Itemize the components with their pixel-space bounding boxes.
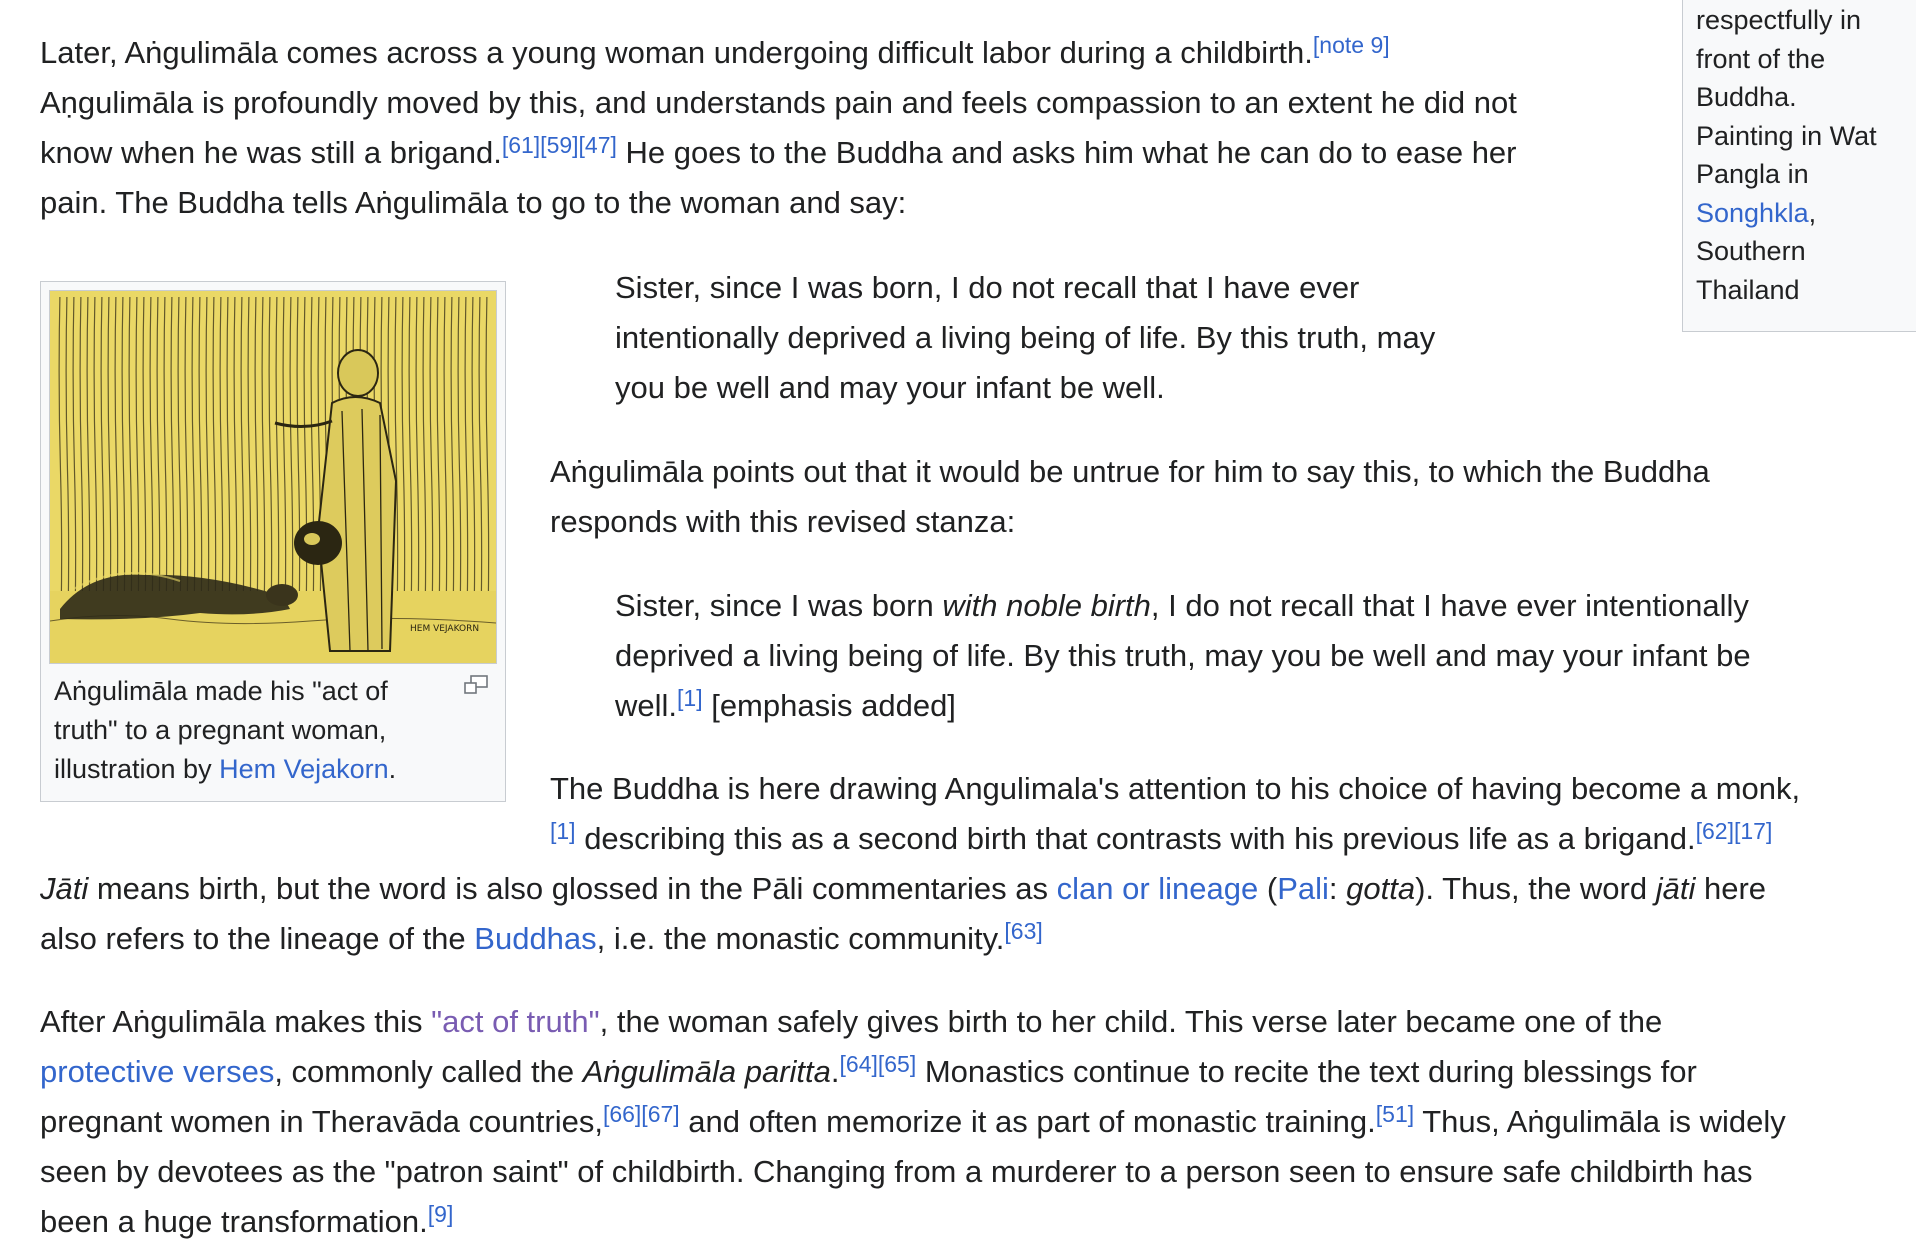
quote-line: intentionally deprived a living being of life. By this truth, may — [615, 320, 1436, 355]
text-line: responds with this revised stanza: — [550, 504, 1016, 539]
paragraph-3-continued — [40, 864, 1900, 964]
caption-line: respectfully in — [1696, 5, 1862, 35]
text-line: seen by devotees as the "patron saint" of childbirth. Changing from a murderer to a person seen to ensure safe childbirth has — [40, 1154, 1753, 1189]
caption-line: truth" to a pregnant woman, — [54, 715, 387, 745]
illustration-image[interactable] — [49, 290, 497, 664]
caption-line: Thailand — [1696, 274, 1800, 305]
text-line: also refers to the lineage of the — [40, 921, 475, 956]
citation-61-59-47[interactable]: [61][59][47] — [501, 131, 617, 158]
text-line: ( — [1258, 871, 1278, 906]
infobox-image-caption — [1682, 0, 1916, 332]
caption-line: front of the — [1696, 43, 1826, 74]
blockquote-1 — [615, 263, 1715, 413]
article-body — [40, 0, 1885, 1244]
note-9-reference[interactable]: [note 9] — [1312, 31, 1390, 58]
term-jati: Jāti — [40, 871, 89, 906]
text-line: , i.e. the monastic community. — [596, 921, 1005, 956]
text-line: After Aṅgulimāla makes this — [40, 1004, 432, 1039]
quote-line: Sister, since I was born — [615, 588, 943, 623]
text-line: been a huge transformation. — [40, 1204, 428, 1239]
text-line: know when he was still a brigand. — [40, 135, 502, 170]
caption-line — [54, 750, 474, 789]
quote-line: , I do not recall that I have ever intentionally — [1150, 588, 1749, 623]
text-line: Thus, Aṅgulimāla is widely — [1414, 1104, 1786, 1139]
text-line: , commonly called the — [274, 1054, 583, 1089]
illustration-signature: HEM VEJAKORN — [410, 624, 480, 634]
citation-1[interactable]: [1] — [677, 684, 703, 711]
text-line: means birth, but the word is also glossed in the Pāli commentaries as — [88, 871, 1057, 906]
text-line: describing this as a second birth that contrasts with his previous life as a brigand. — [575, 821, 1696, 856]
paragraph-3 — [550, 764, 1890, 864]
citation-64-65[interactable]: [64][65] — [839, 1050, 917, 1077]
caption-line: Pangla in — [1696, 159, 1809, 189]
caption-line: Buddha. — [1696, 82, 1797, 112]
paragraph-2 — [550, 447, 1880, 547]
text-line: : — [1328, 871, 1347, 906]
songkhla-link[interactable]: Songhkla — [1696, 197, 1809, 228]
blockquote-2 — [615, 581, 1875, 731]
paragraph-1 — [40, 28, 1640, 228]
quote-line: [emphasis added] — [702, 688, 956, 723]
text-line: He goes to the Buddha and asks him what he can do to ease her — [616, 135, 1517, 170]
thumbnail-caption — [54, 672, 474, 789]
illustration-drawing — [50, 291, 496, 663]
caption-line: Southern — [1696, 236, 1806, 266]
text-line: , the woman safely gives birth to her child. This verse later became one of the — [599, 1004, 1663, 1039]
protective-verses-link[interactable]: protective verses — [40, 1054, 275, 1089]
quote-line: well. — [615, 688, 678, 723]
caption-line: Aṅgulimāla made his "act of — [54, 676, 388, 706]
term-gotta: gotta — [1346, 871, 1416, 906]
citation-62-17[interactable]: [62][17] — [1695, 817, 1773, 844]
text-line: Later, Aṅgulimāla comes across a young woman undergoing difficult labor during a childbirth. — [40, 35, 1313, 70]
text-line: pain. The Buddha tells Aṅgulimāla to go to the woman and say: — [40, 185, 907, 220]
citation-1[interactable]: [1] — [550, 817, 576, 844]
citation-51[interactable]: [51] — [1375, 1100, 1415, 1127]
act-of-truth-link[interactable]: "act of truth" — [431, 1004, 600, 1039]
text-line: Monastics continue to recite the text during blessings for — [916, 1054, 1697, 1089]
text-line: Aṇgulimāla is profoundly moved by this, and understands pain and feels compassion to an extent he did not — [40, 85, 1517, 120]
caption-text: , — [1808, 197, 1817, 228]
term-jati: jāti — [1655, 871, 1696, 906]
text-line: and often memorize it as part of monastic training. — [679, 1104, 1376, 1139]
caption-line: Painting in Wat — [1696, 120, 1877, 151]
text-line: Aṅgulimāla points out that it would be untrue for him to say this, to which the Buddha — [550, 454, 1710, 489]
text-line: ). Thus, the word — [1415, 871, 1656, 906]
text-line: The Buddha is here drawing Angulimala's attention to his choice of having become a monk, — [550, 771, 1801, 806]
emphasis-text: with noble birth — [942, 588, 1151, 623]
clan-or-lineage-link[interactable]: clan or lineage — [1056, 871, 1259, 906]
citation-63[interactable]: [63] — [1004, 917, 1043, 944]
paragraph-4 — [40, 997, 1910, 1247]
citation-9[interactable]: [9] — [427, 1200, 454, 1227]
hem-vejakorn-link[interactable]: Hem Vejakorn — [219, 754, 389, 784]
thumbnail-figure — [40, 281, 506, 802]
caption-line — [1696, 194, 1909, 233]
term-paritta: Aṅgulimāla paritta — [582, 1054, 831, 1089]
text-line: . — [830, 1054, 840, 1089]
quote-line: deprived a living being of life. By this truth, may you be well and may your infant be — [615, 638, 1751, 673]
citation-66-67[interactable]: [66][67] — [602, 1100, 680, 1127]
text-line: pregnant women in Theravāda countries, — [40, 1104, 603, 1139]
quote-line: Sister, since I was born, I do not recall that I have ever — [615, 270, 1360, 305]
pali-link[interactable]: Pali — [1277, 871, 1329, 906]
quote-line: you be well and may your infant be well. — [615, 370, 1165, 405]
text-line: here — [1695, 871, 1767, 906]
buddhas-link[interactable]: Buddhas — [474, 921, 597, 956]
caption-text: . — [388, 754, 397, 784]
caption-text: illustration by — [54, 754, 220, 784]
